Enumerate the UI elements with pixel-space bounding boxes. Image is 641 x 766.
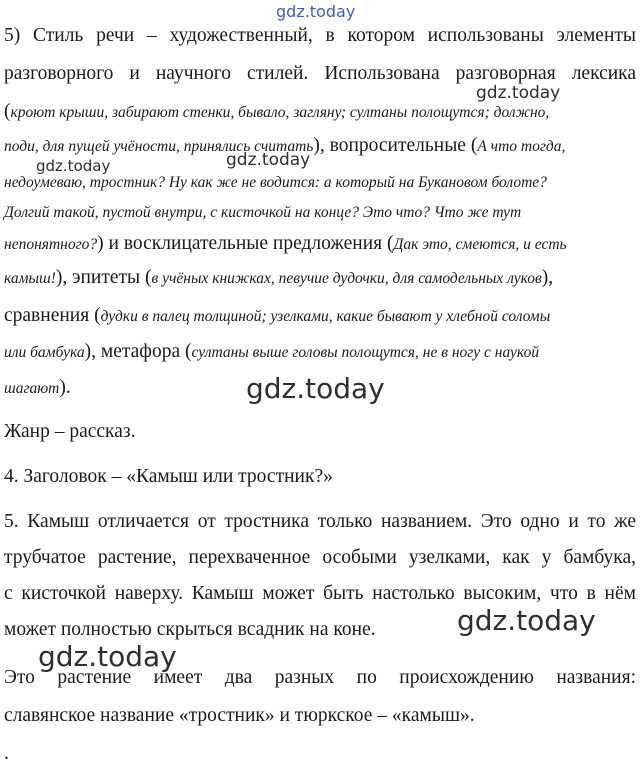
watermark-top: gdz.today bbox=[276, 2, 356, 21]
paragraph-5-line-4: может полностью скрыться всадник на коне. bbox=[4, 619, 376, 640]
italic-fragment: султаны выше головы полощутся, не в ногу с наукой bbox=[191, 344, 540, 361]
italic-fragment: или бамбука bbox=[4, 344, 85, 361]
italic-fragment: Дак это, смеются, и есть bbox=[393, 236, 567, 253]
text-line-2: разговорного и научного стилей. Использована разговорная лексика bbox=[4, 63, 636, 84]
paragraph-6-line-1: Это растение имеет два разных по происхождению названия: bbox=[4, 667, 636, 688]
watermark: gdz.today bbox=[476, 83, 561, 103]
trailing-dot: . bbox=[4, 743, 9, 764]
text-line-3 bbox=[4, 100, 549, 125]
watermark: gdz.today bbox=[246, 372, 385, 405]
italic-fragment: камыш! bbox=[4, 270, 56, 287]
italic-fragment: А что тогда, bbox=[477, 138, 566, 155]
watermark: gdz.today bbox=[36, 157, 111, 175]
text-line-6 bbox=[4, 200, 521, 225]
text-line-9 bbox=[4, 304, 550, 329]
genre-line: Жанр – рассказ. bbox=[4, 421, 136, 442]
text-fragment: ), вопросительные ( bbox=[313, 135, 478, 156]
text-line-8 bbox=[4, 266, 553, 291]
watermark: gdz.today bbox=[226, 150, 311, 170]
watermark: gdz.today bbox=[457, 604, 596, 637]
text-fragment: ). bbox=[59, 377, 71, 398]
text-line-7 bbox=[4, 232, 567, 257]
italic-fragment: в учёных книжках, певучие дудочки, для самодельных луков bbox=[151, 270, 542, 287]
paragraph-6-line-2: славянское название «тростник» и тюркское – «камыш». bbox=[4, 705, 475, 726]
italic-fragment: Долгий такой, пустой внутри, с кисточкой на конце? Это что? Что же тут bbox=[4, 204, 522, 221]
text-fragment: ) и восклицательные предложения ( bbox=[97, 233, 394, 254]
watermark: gdz.today bbox=[38, 640, 177, 673]
italic-fragment: дудки в палец толщиной; узелками, какие бывают у хлебной соломы bbox=[100, 308, 551, 325]
italic-fragment: кроют крыши, забирают стенки, бывало, загляну; султаны полощутся; должно, bbox=[10, 104, 550, 121]
text-line-10 bbox=[4, 340, 539, 365]
paragraph-5-line-2: трубчатое растение, перехваченное особыми узелками, как у бамбука, bbox=[4, 547, 636, 568]
text-fragment: ), bbox=[541, 267, 554, 288]
italic-fragment: непонятного? bbox=[4, 236, 98, 253]
italic-fragment: недоумеваю, тростник? Ну как же не водится: а который на Букановом болоте? bbox=[4, 174, 547, 191]
italic-fragment: поди, для пущей учёности, принялись считать bbox=[4, 138, 314, 155]
text-fragment: ), эпитеты ( bbox=[55, 267, 152, 288]
paragraph-5-line-1: 5. Камыш отличается от тростника только названием. Это одно и то же bbox=[4, 511, 636, 532]
text-fragment: сравнения ( bbox=[4, 305, 101, 326]
text-fragment: ( bbox=[4, 101, 11, 122]
title-line: 4. Заголовок – «Камыш или тростник?» bbox=[4, 466, 333, 487]
paragraph-5-line-3: с кисточкой наверху. Камыш может быть настолько высоким, что в нём bbox=[4, 583, 636, 604]
text-fragment: ), метафора ( bbox=[84, 341, 192, 362]
text-line-1: 5) Стиль речи – художественный, в котором использованы элементы bbox=[4, 25, 636, 46]
text-line-5 bbox=[4, 170, 547, 195]
text-line-11 bbox=[4, 376, 71, 401]
italic-fragment: шагают bbox=[4, 380, 60, 397]
